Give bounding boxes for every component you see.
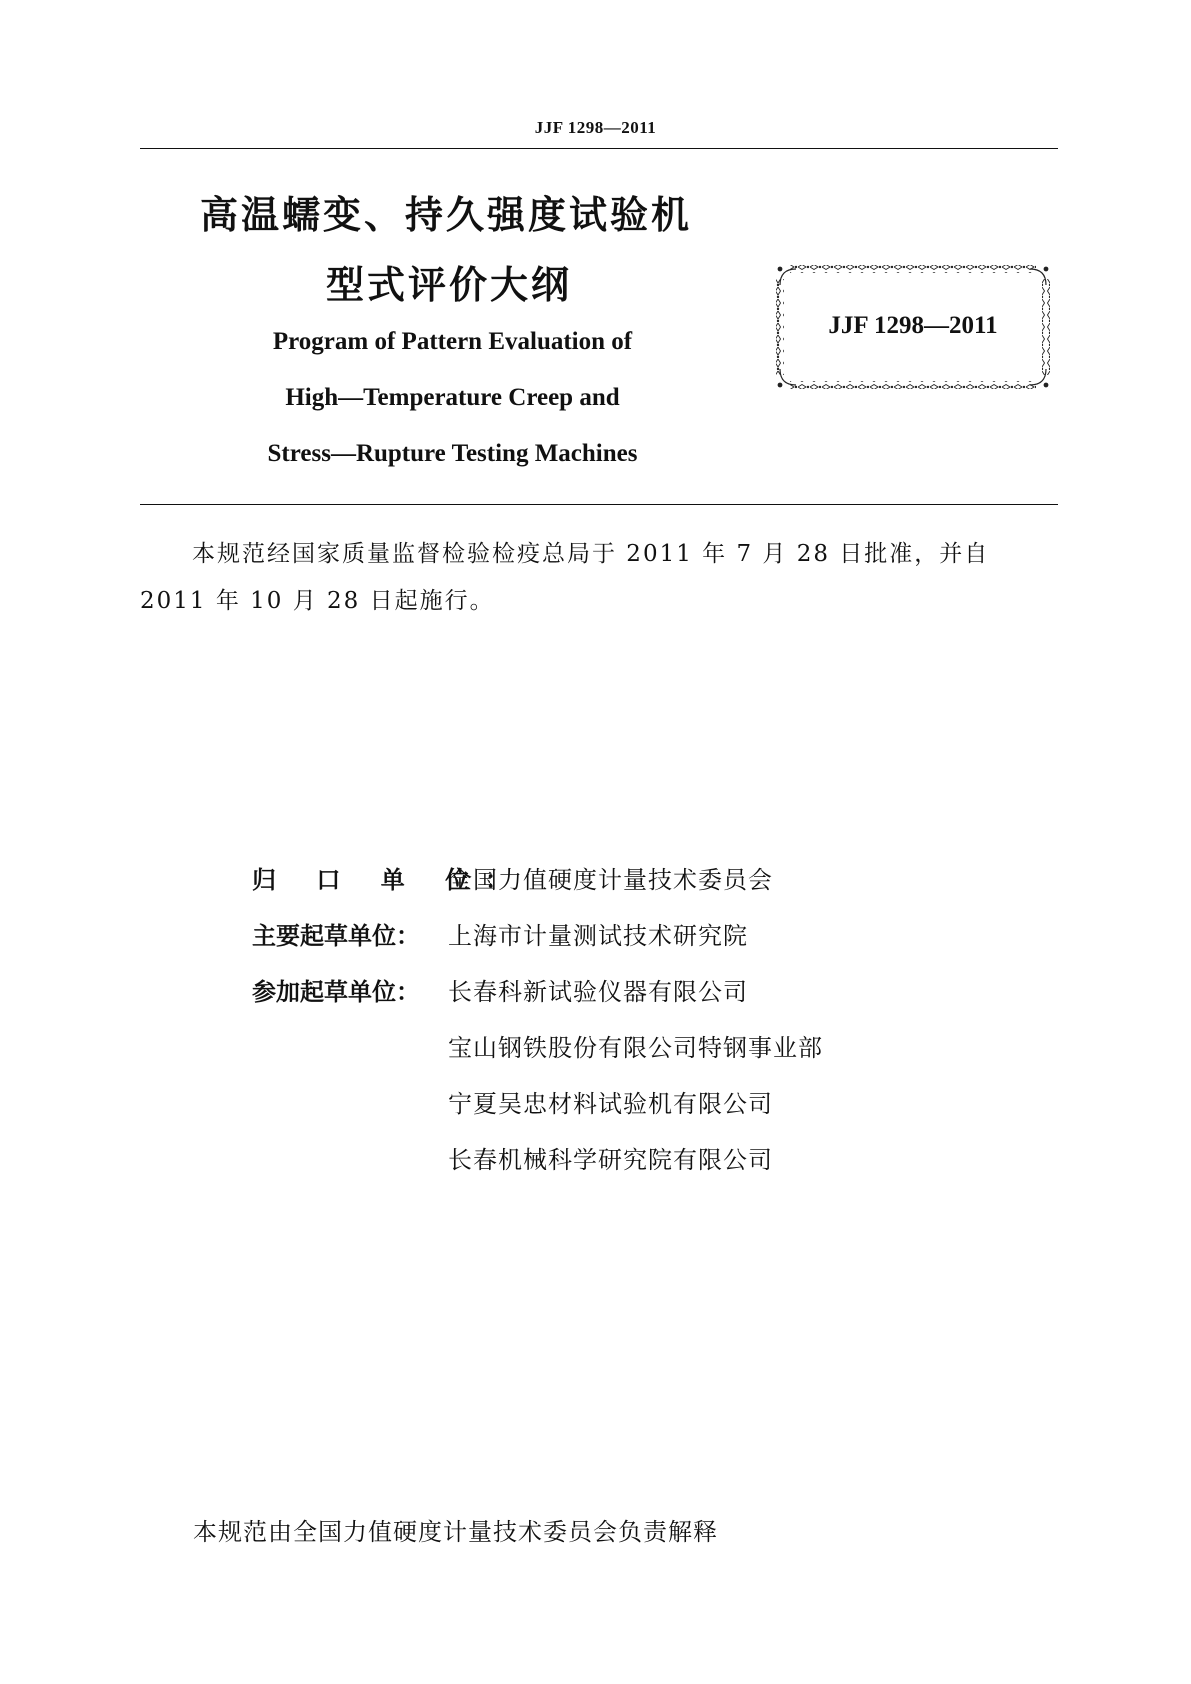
title-rule — [140, 504, 1058, 505]
title-en-line2: High—Temperature Creep and — [285, 384, 620, 411]
participating-unit-value: 宝山钢铁股份有限公司特钢事业部 — [448, 1034, 823, 1062]
main-drafting-unit-label: 主要起草单位： — [252, 922, 420, 950]
interpretation-note: 本规范由全国力值硬度计量技术委员会负责解释 — [193, 1518, 718, 1546]
header-rule — [140, 148, 1058, 149]
responsible-unit-label: 归 口 单 位： — [252, 866, 526, 894]
participating-unit-value: 长春科新试验仪器有限公司 — [448, 978, 748, 1006]
title-cn-line1: 高温蠕变、持久强度试验机 — [200, 193, 693, 237]
main-drafting-unit-value: 上海市计量测试技术研究院 — [448, 922, 748, 950]
participating-unit-value: 宁夏吴忠材料试验机有限公司 — [448, 1090, 773, 1118]
title-cn-line2: 型式评价大纲 — [326, 263, 573, 307]
code-box — [774, 263, 1052, 391]
participating-unit-label: 参加起草单位： — [252, 978, 420, 1006]
title-en-line3: Stress—Rupture Testing Machines — [267, 440, 638, 467]
code-box-text: JJF 1298—2011 — [828, 312, 998, 339]
responsible-unit-value: 全国力值硬度计量技术委员会 — [448, 866, 773, 894]
running-header-code: JJF 1298—2011 — [534, 118, 657, 137]
approval-statement: 本规范经国家质量监督检验检疫总局于 2011 年 7 月 28 日批准，并自 2011 年 10 月 28 日起施行。 — [140, 541, 990, 614]
title-en-line1: Program of Pattern Evaluation of — [272, 328, 633, 355]
participating-unit-value: 长春机械科学研究院有限公司 — [448, 1146, 773, 1174]
